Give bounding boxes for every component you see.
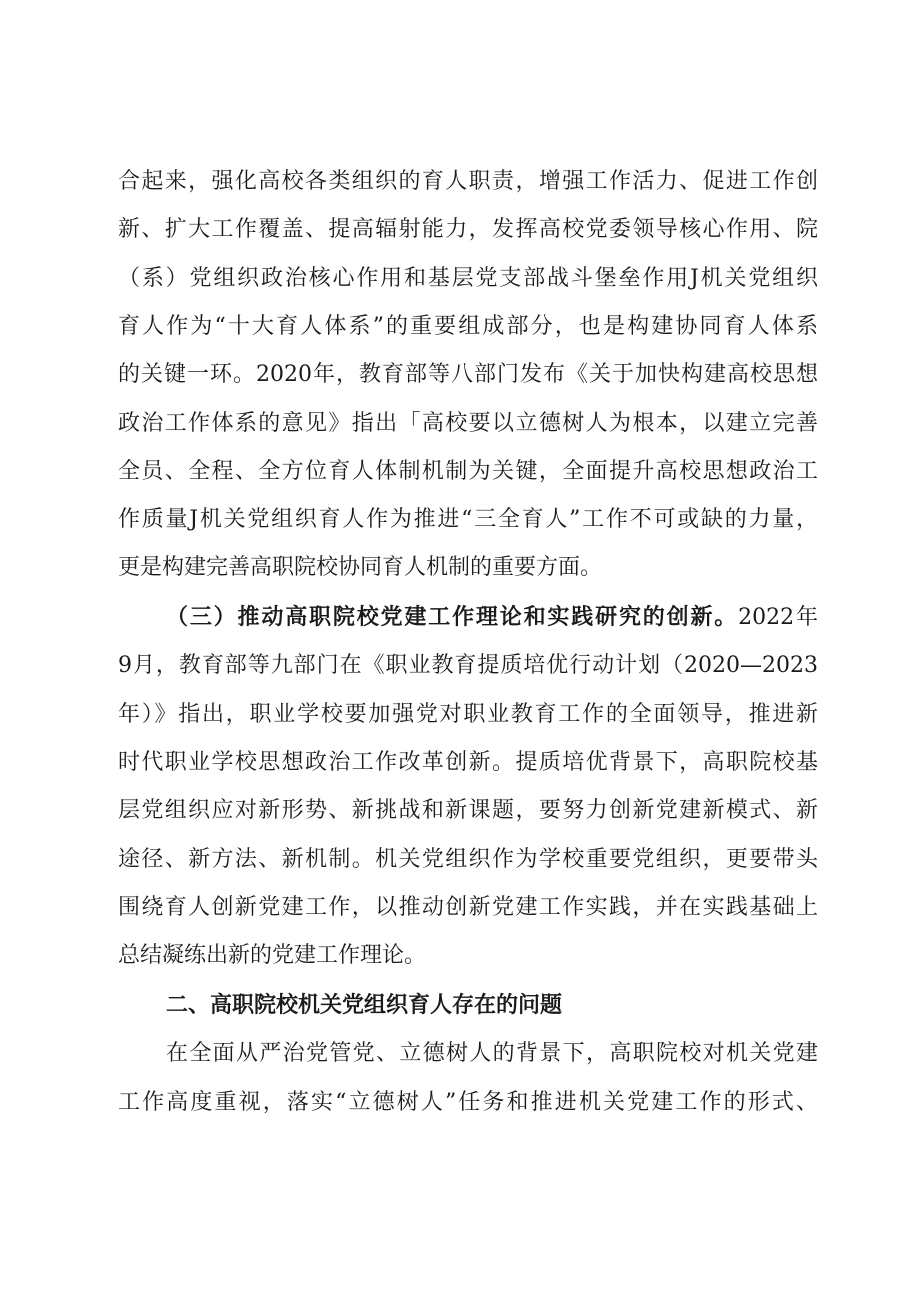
paragraph-line: 政治工作体系的意见》指出「高校要以立德树人为根本，以建立完善 <box>118 411 818 436</box>
paragraph-line: 途径、新方法、新机制。机关党组织作为学校重要党组织，更要带头 <box>118 847 818 872</box>
paragraph-line: 时代职业学校思想政治工作改革创新。提质培优背景下，高职院校基 <box>118 750 818 775</box>
paragraph-line: 总结凝练出新的党建工作理论。 <box>118 943 427 968</box>
paragraph-line: 9月，教育部等九部门在《职业教育提质培优行动计划（2020—2023 <box>118 653 818 678</box>
paragraph-line: 围绕育人创新党建工作，以推动创新党建工作实践，并在实践基础上 <box>118 895 818 920</box>
paragraph-line: （系）党组织政治核心作用和基层党支部战斗堡垒作用J机关党组织 <box>118 266 818 291</box>
paragraph-line: 合起来，强化高校各类组织的育人职责，增强工作活力、促进工作创 <box>118 169 818 194</box>
section-first-line-text: 2022年 <box>738 605 818 630</box>
paragraph-line: 年）》指出，职业学校要加强党对职业教育工作的全面领导，推进新 <box>118 702 818 727</box>
paragraph-line: 育人作为“十大育人体系”的重要组成部分，也是构建协同育人体系 <box>118 314 818 339</box>
paragraph-line: 层党组织应对新形势、新挑战和新课题，要努力创新党建新模式、新 <box>118 798 818 823</box>
paragraph-line: 全员、全程、全方位育人体制机制为关键，全面提升高校思想政治工 <box>118 459 818 484</box>
section-title: （三）推动高职院校党建工作理论和实践研究的创新。 <box>166 605 739 630</box>
paragraph-line: 新、扩大工作覆盖、提高辐射能力，发挥高校党委领导核心作用、院 <box>118 217 818 242</box>
paragraph-line: 更是构建完善高职院校协同育人机制的重要方面。 <box>118 555 603 580</box>
section-first-line <box>166 598 818 638</box>
paragraph-line: 在全面从严治党管党、立德树人的背景下，高职院校对机关党建 <box>166 1041 818 1066</box>
section-heading: 二、高职院校机关党组织育人存在的问题 <box>166 993 563 1018</box>
paragraph-line: 工作高度重视，落实“立德树人”任务和推进机关党建工作的形式、 <box>118 1090 818 1115</box>
paragraph-line: 的关键一环。2020年，教育部等八部门发布《关于加快构建高校思想 <box>118 362 818 387</box>
paragraph-line: 作质量J机关党组织育人作为推进“三全育人”工作不可或缺的力量， <box>118 507 818 532</box>
